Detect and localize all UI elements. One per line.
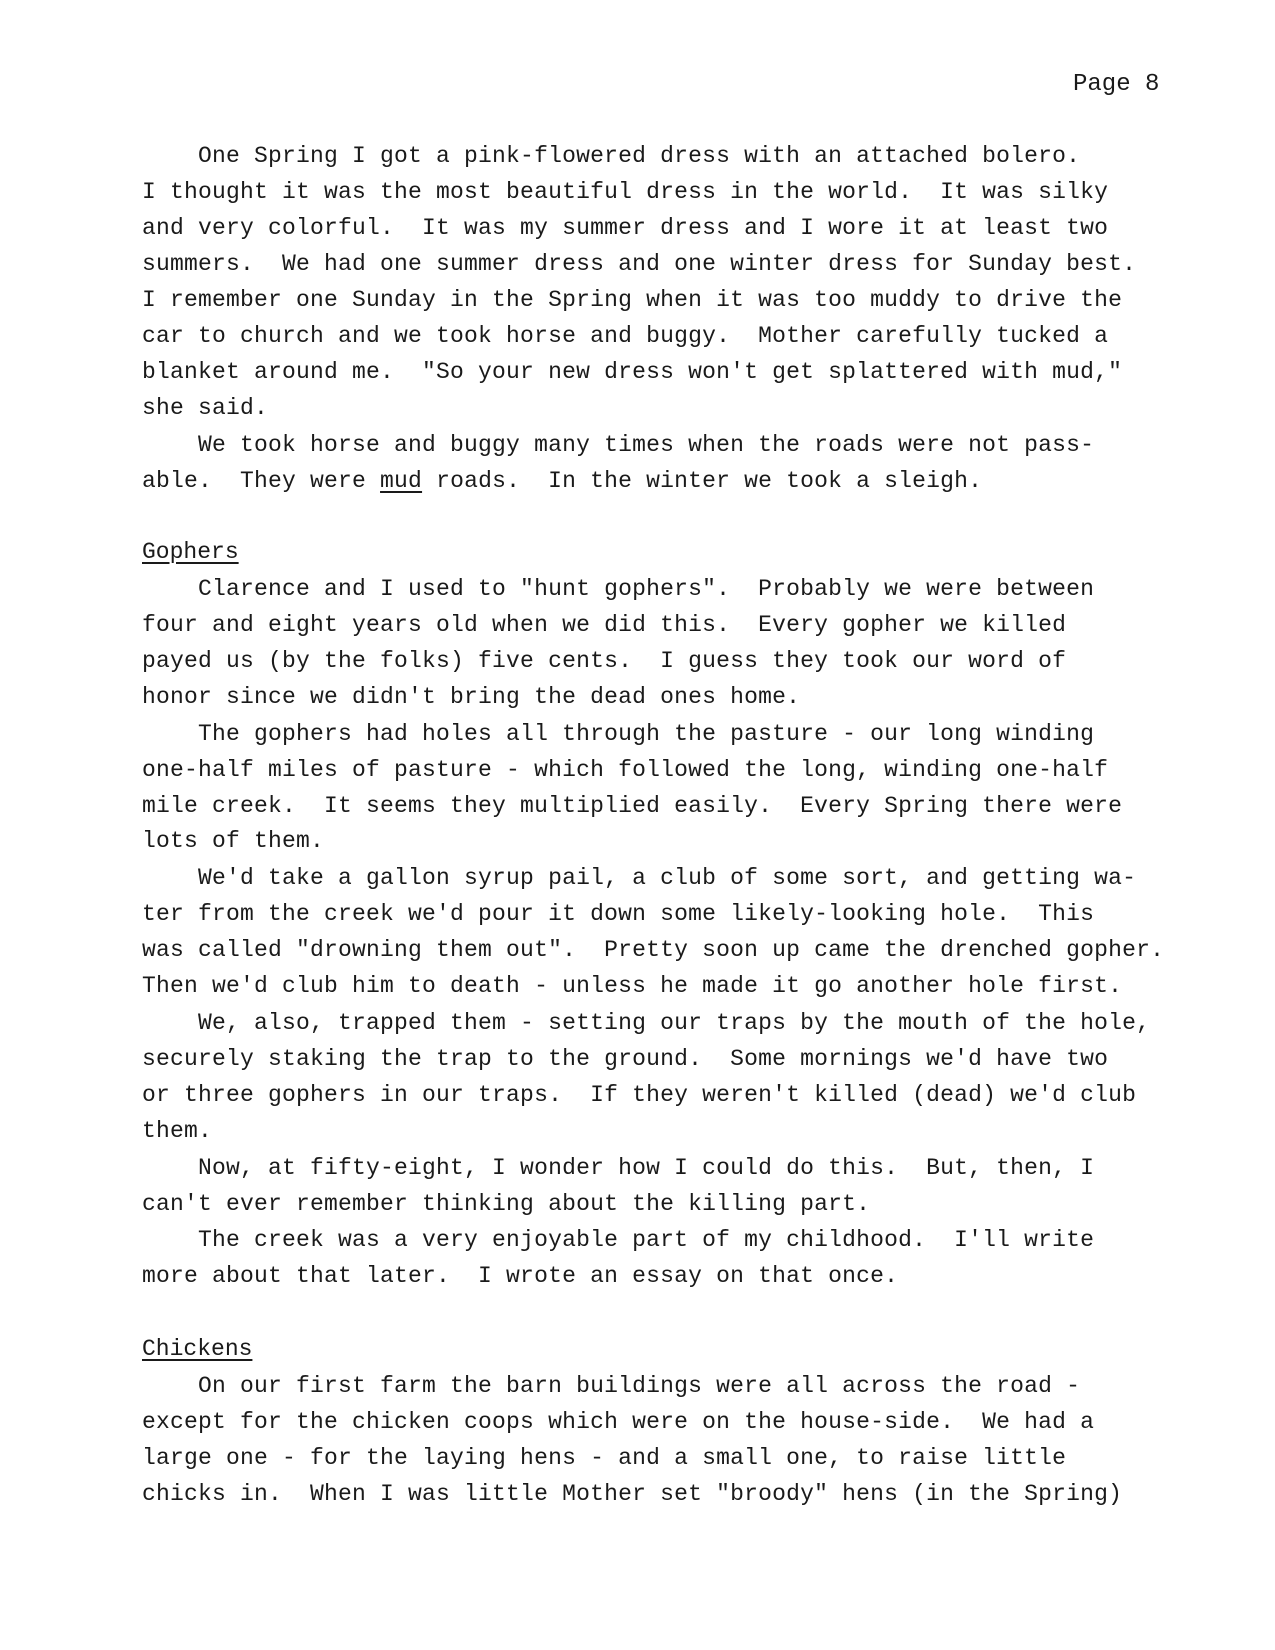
chickens-line: except for the chicken coops which were on the house-side. We had a xyxy=(142,1409,1095,1435)
intro-last-line xyxy=(142,466,982,496)
gophers-line: them. xyxy=(142,1118,213,1144)
gophers-line: or three gophers in our traps. If they weren't killed (dead) we'd club xyxy=(142,1082,1137,1108)
gophers-line: ter from the creek we'd pour it down some likely-looking hole. This xyxy=(142,901,1095,927)
gophers-line: We, also, trapped them - setting our traps by the mouth of the hole, xyxy=(142,1010,1151,1036)
gophers-heading: Gophers xyxy=(142,539,239,565)
intro-last-line-before: able. They were xyxy=(142,468,381,494)
underlined-word: mud xyxy=(380,468,423,494)
chickens-line: chicks in. When I was little Mother set "broody" hens (in the Spring) xyxy=(142,1481,1123,1507)
gophers-line: honor since we didn't bring the dead ones home. xyxy=(142,684,801,710)
gophers-line: four and eight years old when we did this. Every gopher we killed xyxy=(142,612,1067,638)
chickens-line: large one - for the laying hens - and a small one, to raise little xyxy=(142,1445,1067,1471)
gophers-line: The creek was a very enjoyable part of my childhood. I'll write xyxy=(142,1227,1095,1253)
intro-line: blanket around me. "So your new dress won't get splattered with mud," xyxy=(142,359,1123,385)
gophers-line: Then we'd club him to death - unless he made it go another hole first. xyxy=(142,973,1123,999)
intro-line: We took horse and buggy many times when the roads were not pass- xyxy=(142,432,1095,458)
gophers-line: mile creek. It seems they multiplied easily. Every Spring there were xyxy=(142,793,1123,819)
gophers-line: was called "drowning them out". Pretty soon up came the drenched gopher. xyxy=(142,937,1165,963)
chickens-line: On our first farm the barn buildings were all across the road - xyxy=(142,1373,1081,1399)
intro-line: summers. We had one summer dress and one winter dress for Sunday best. xyxy=(142,251,1137,277)
intro-line: car to church and we took horse and buggy. Mother carefully tucked a xyxy=(142,323,1109,349)
gophers-line: We'd take a gallon syrup pail, a club of some sort, and getting wa- xyxy=(142,865,1137,891)
gophers-line: more about that later. I wrote an essay on that once. xyxy=(142,1263,899,1289)
gophers-line: payed us (by the folks) five cents. I guess they took our word of xyxy=(142,648,1067,674)
gophers-line: lots of them. xyxy=(142,828,325,854)
intro-last-line-after: roads. In the winter we took a sleigh. xyxy=(422,468,983,494)
gophers-line: securely staking the trap to the ground. Some mornings we'd have two xyxy=(142,1046,1109,1072)
gophers-line: Clarence and I used to "hunt gophers". Probably we were between xyxy=(142,576,1095,602)
intro-line: One Spring I got a pink-flowered dress with an attached bolero. xyxy=(142,143,1081,169)
page-number: Page 8 xyxy=(1073,71,1160,98)
intro-line: I remember one Sunday in the Spring when it was too muddy to drive the xyxy=(142,287,1123,313)
gophers-line: The gophers had holes all through the pasture - our long winding xyxy=(142,721,1095,747)
chickens-heading: Chickens xyxy=(142,1336,253,1362)
gophers-line: Now, at fifty-eight, I wonder how I could do this. But, then, I xyxy=(142,1155,1095,1181)
gophers-line: one-half miles of pasture - which followed the long, winding one-half xyxy=(142,757,1109,783)
intro-line: she said. xyxy=(142,395,269,421)
intro-line: I thought it was the most beautiful dress in the world. It was silky xyxy=(142,179,1109,205)
intro-line: and very colorful. It was my summer dress and I wore it at least two xyxy=(142,215,1109,241)
gophers-line: can't ever remember thinking about the killing part. xyxy=(142,1191,871,1217)
